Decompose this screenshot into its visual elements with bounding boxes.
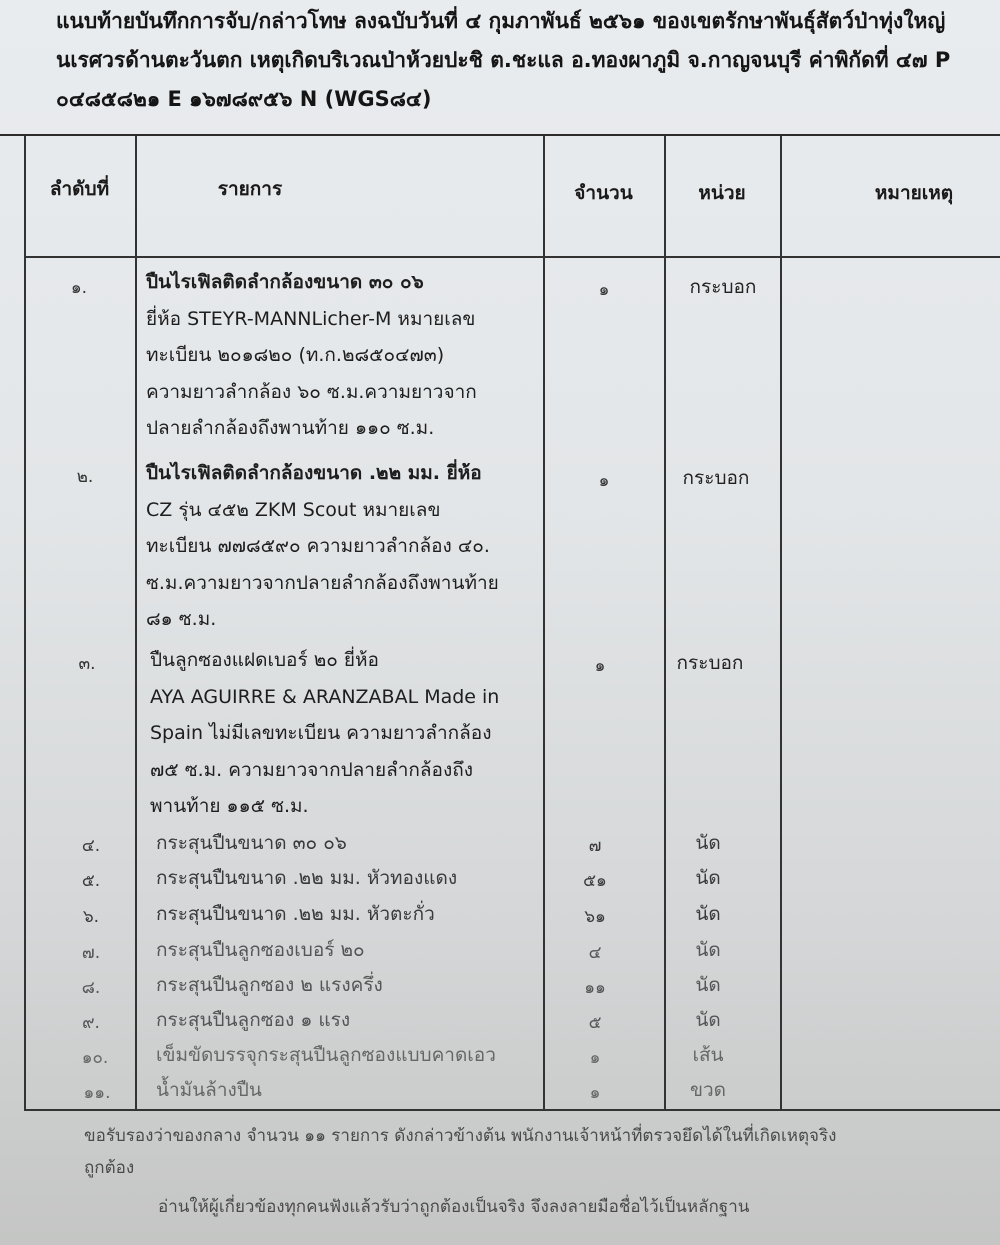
row-4-unit: นัด — [695, 832, 721, 854]
column-header-number: ลำดับที่ — [49, 178, 110, 200]
document-header — [56, 2, 986, 119]
row-11-unit: ขวด — [690, 1079, 726, 1101]
row-10-unit: เส้น — [692, 1044, 724, 1066]
row-8-quantity: ๑๑ — [584, 978, 606, 998]
row-2-quantity: ๑ — [598, 471, 610, 491]
row-3-line-1: ปืนลูกซองแฝดเบอร์ ๒๐ ยี่ห้อ — [150, 649, 379, 671]
row-1-description — [146, 264, 530, 447]
row-2-line-1: ปืนไรเฟิลติดลำกล้องขนาด .๒๒ มม. ยี่ห้อ — [146, 462, 482, 484]
row-8-unit: นัด — [695, 974, 721, 996]
row-2-line-3: ทะเบียน ๗๗๘๕๙๐ ความยาวลำกล้อง ๔๐. — [146, 535, 490, 557]
row-10-number: ๑๐. — [81, 1048, 109, 1068]
row-3-quantity: ๑ — [594, 656, 606, 676]
row-11-number: ๑๑. — [83, 1083, 111, 1103]
row-1-line-2: ยี่ห้อ STEYR-MANNLicher-M หมายเลข — [146, 307, 476, 330]
row-10-quantity: ๑ — [589, 1048, 601, 1068]
row-3-description — [150, 642, 534, 825]
row-9-unit: นัด — [695, 1009, 721, 1031]
row-1-quantity: ๑ — [598, 280, 610, 300]
table-border-bottom — [24, 1109, 1000, 1111]
row-5-number: ๕. — [81, 871, 101, 891]
row-3-number: ๓. — [78, 654, 96, 674]
row-1-line-4: ความยาวลำกล้อง ๖๐ ซ.ม.ความยาวจาก — [146, 380, 477, 403]
row-11-item: น้ำมันล้างปืน — [156, 1079, 262, 1101]
row-1-number: ๑. — [70, 278, 88, 298]
row-7-unit: นัด — [695, 939, 721, 961]
row-2-line-2: CZ รุ่น ๔๕๒ ZKM Scout หมายเลข — [146, 498, 441, 521]
row-8-item: กระสุนปืนลูกซอง ๒ แรงครึ่ง — [156, 974, 383, 996]
row-4-quantity: ๗ — [588, 836, 602, 856]
row-6-unit: นัด — [695, 903, 721, 925]
row-6-number: ๖. — [82, 907, 100, 927]
header-line-2: นเรศวรด้านตะวันตก เหตุเกิดบริเวณป่าห้วยปะชิ ต.ชะแล อ.ทองผาภูมิ จ.กาญจนบุรี ค่าพิกัดที่ ๔๗ P — [56, 48, 951, 72]
row-2-unit: กระบอก — [682, 467, 750, 489]
column-header-item: รายการ — [217, 178, 283, 200]
row-1-line-1: ปืนไรเฟิลติดลำกล้องขนาด ๓๐ ๐๖ — [146, 271, 424, 293]
row-3-unit: กระบอก — [676, 652, 744, 674]
row-4-number: ๔. — [81, 836, 101, 856]
column-header-unit: หน่วย — [698, 182, 746, 204]
header-row-divider — [24, 256, 1000, 258]
row-2-line-4: ซ.ม.ความยาวจากปลายลำกล้องถึงพานท้าย — [146, 571, 499, 594]
certification-line-2: ถูกต้อง — [84, 1158, 135, 1178]
row-9-item: กระสุนปืนลูกซอง ๑ แรง — [156, 1009, 351, 1031]
column-header-quantity: จำนวน — [574, 182, 633, 204]
row-5-quantity: ๕๑ — [583, 871, 607, 891]
row-3-line-5: พานท้าย ๑๑๕ ซ.ม. — [150, 795, 309, 817]
certification-line-1: ขอรับรองว่าของกลาง จำนวน ๑๑ รายการ ดังกล่าวข้างต้น พนักงานเจ้าหน้าที่ตรวจยึดได้ในที่เกิดเหตุจริง — [84, 1126, 837, 1146]
row-2-description — [146, 455, 530, 638]
row-10-item: เข็มขัดบรรจุกระสุนปืนลูกซองแบบคาดเอว — [156, 1044, 496, 1066]
row-6-quantity: ๖๑ — [584, 907, 606, 927]
column-header-remarks: หมายเหตุ — [874, 182, 954, 204]
row-3-line-2: AYA AGUIRRE & ARANZABAL Made in — [150, 685, 500, 708]
row-9-quantity: ๕ — [588, 1013, 602, 1033]
header-line-3: ๐๔๘๕๘๒๑ E ๑๖๗๘๙๕๖ N (WGS๘๔) — [56, 87, 432, 111]
row-5-item: กระสุนปืนขนาด .๒๒ มม. หัวทองแดง — [156, 867, 458, 889]
header-line-1: แนบท้ายบันทึกการจับ/กล่าวโทษ ลงฉบับวันที่ ๔ กุมภาพันธ์ ๒๕๖๑ ของเขตรักษาพันธุ์สัตว์ป่าทุ่งใหญ่ — [56, 9, 946, 33]
row-9-number: ๙. — [82, 1013, 100, 1033]
row-7-quantity: ๔ — [588, 943, 602, 963]
certification-line-3: อ่านให้ผู้เกี่ยวข้องทุกคนฟังแล้วรับว่าถูกต้องเป็นจริง จึงลงลายมือชื่อไว้เป็นหลักฐาน — [158, 1197, 750, 1217]
row-3-line-3: Spain ไม่มีเลขทะเบียน ความยาวลำกล้อง — [150, 722, 492, 744]
row-11-quantity: ๑ — [589, 1083, 601, 1103]
row-6-item: กระสุนปืนขนาด .๒๒ มม. หัวตะกั่ว — [156, 903, 435, 925]
row-2-line-5: ๘๑ ซ.ม. — [146, 608, 217, 630]
row-4-item: กระสุนปืนขนาด ๓๐ ๐๖ — [156, 832, 347, 854]
row-7-item: กระสุนปืนลูกซองเบอร์ ๒๐ — [156, 939, 365, 961]
row-5-unit: นัด — [695, 867, 721, 889]
row-1-line-3: ทะเบียน ๒๐๑๘๒๐ (ท.ก.๒๘๕๐๔๗๓) — [146, 344, 445, 366]
row-1-line-5: ปลายลำกล้องถึงพานท้าย ๑๑๐ ซ.ม. — [146, 417, 435, 439]
row-8-number: ๘. — [81, 978, 101, 998]
row-2-number: ๒. — [76, 467, 94, 487]
row-3-line-4: ๗๕ ซ.ม. ความยาวจากปลายลำกล้องถึง — [150, 758, 474, 781]
row-7-number: ๗. — [81, 943, 101, 963]
row-1-unit: กระบอก — [689, 276, 757, 298]
